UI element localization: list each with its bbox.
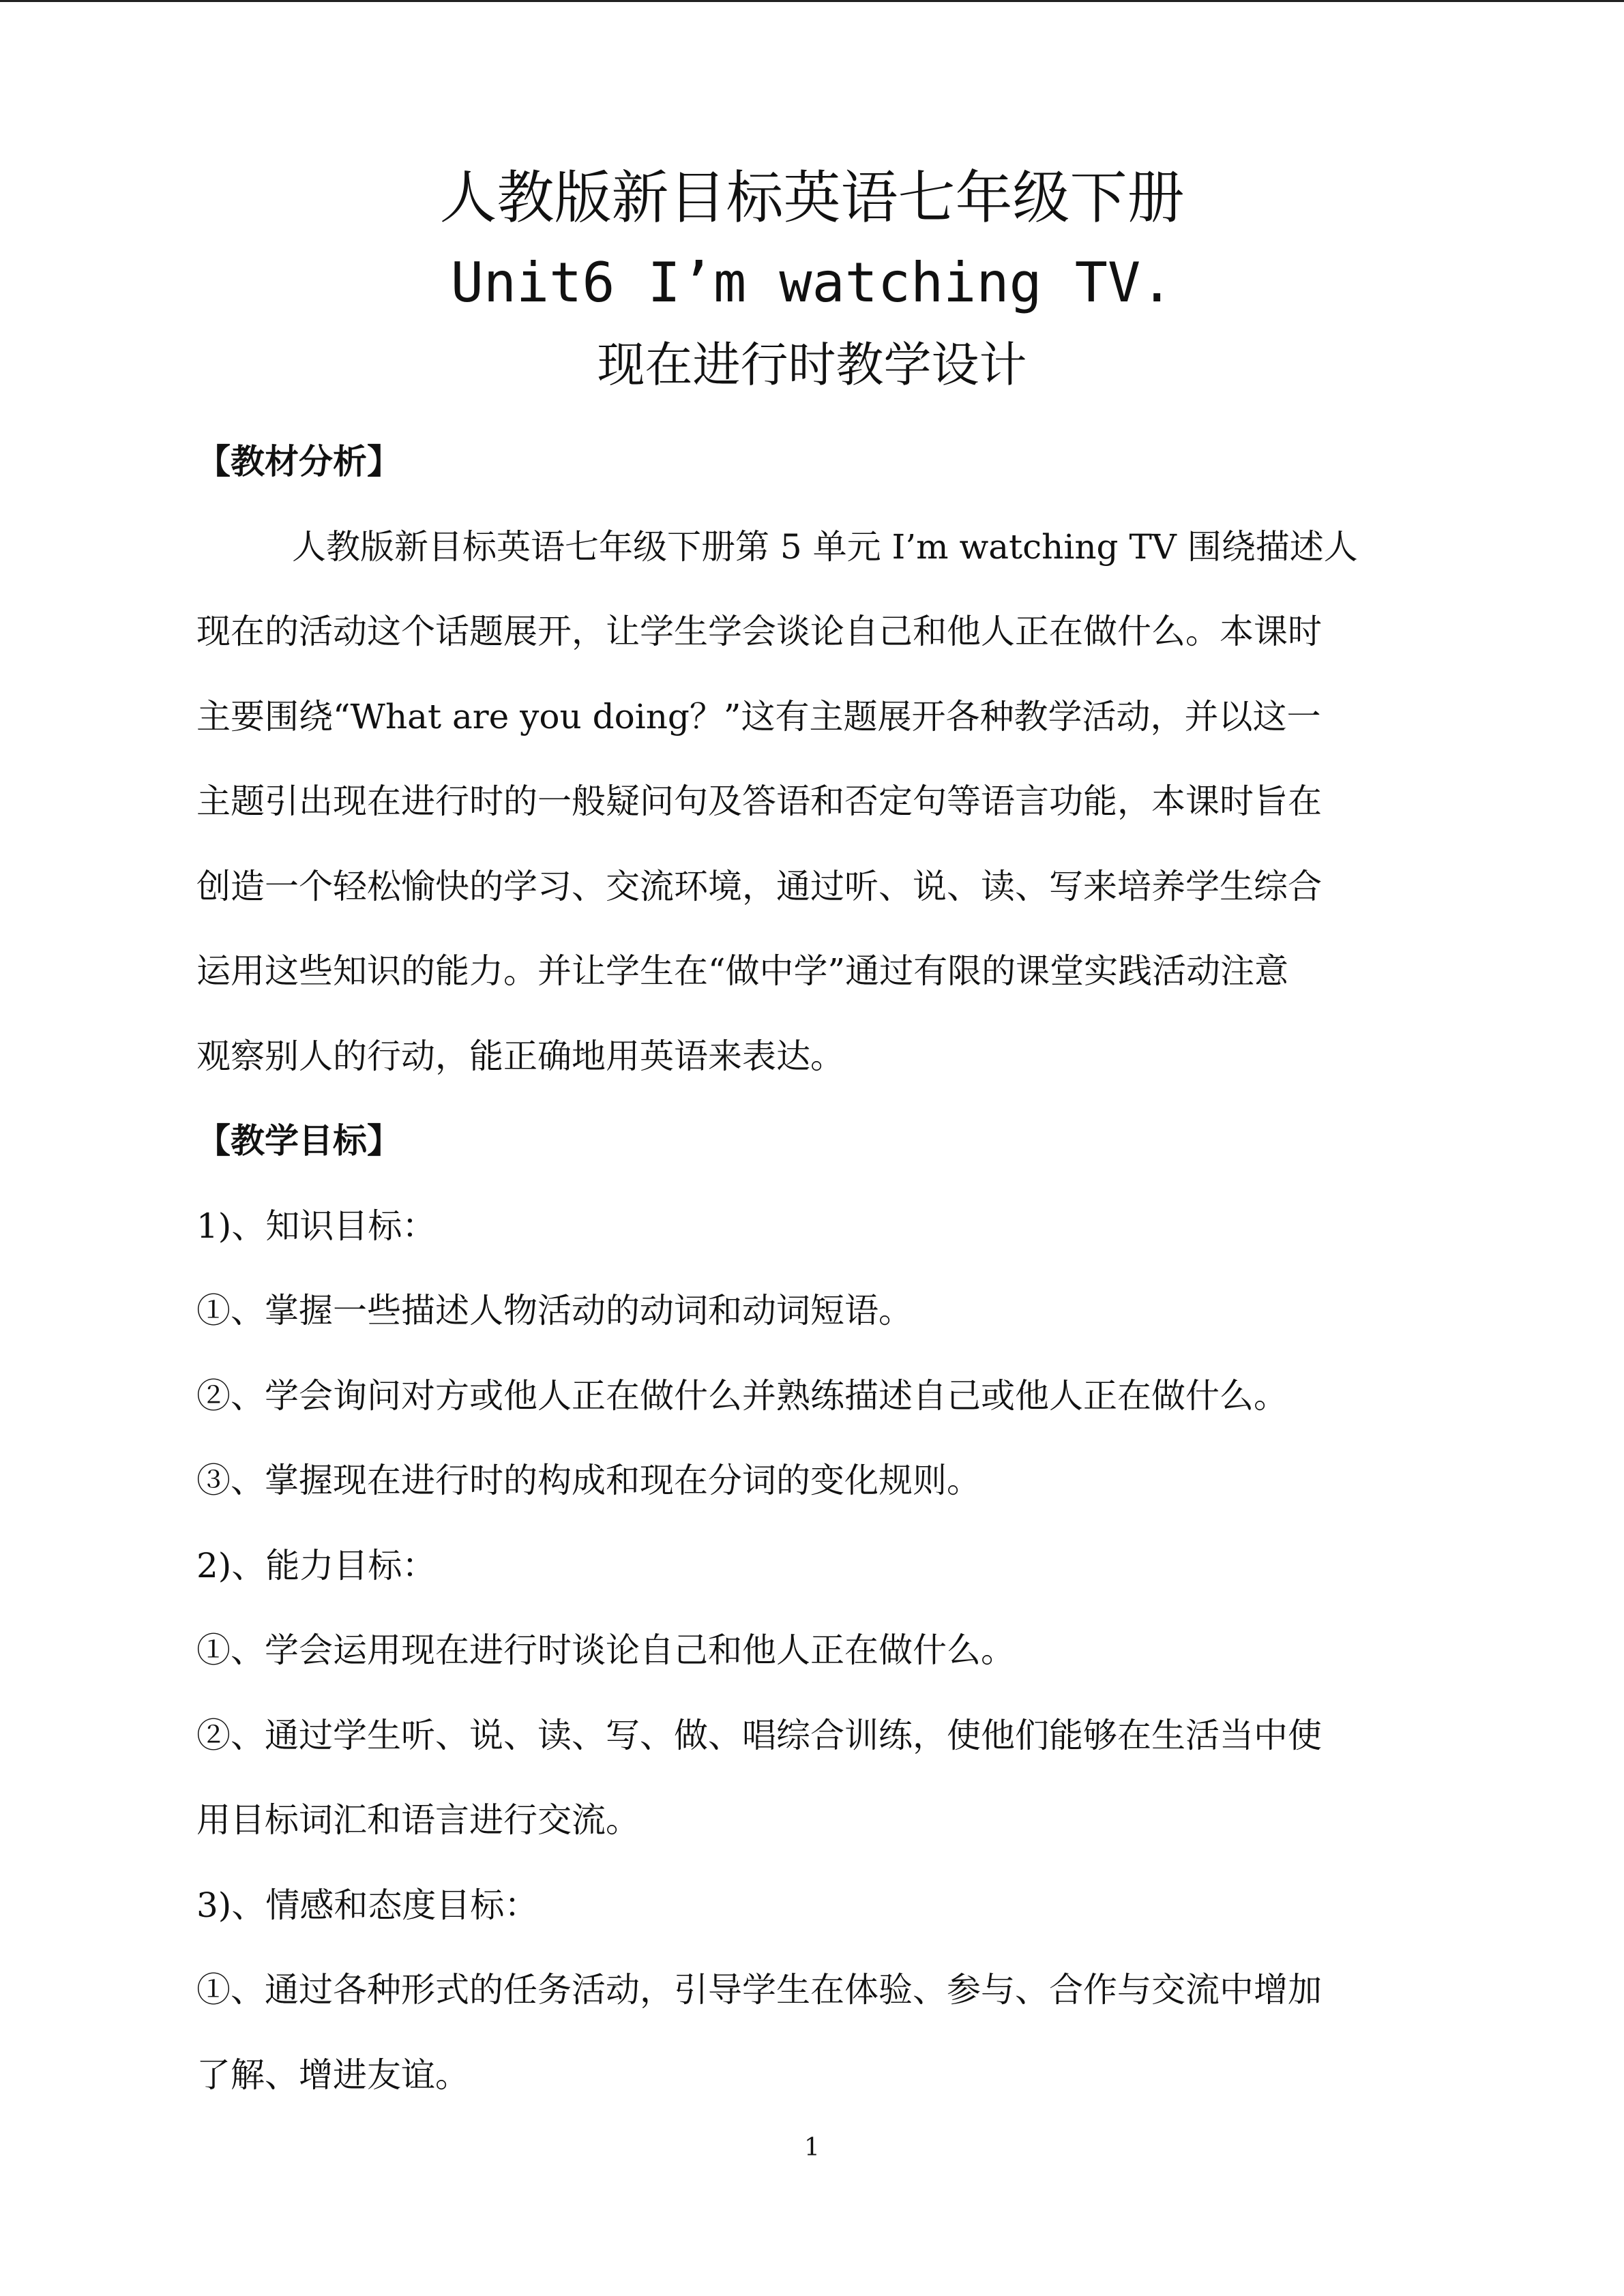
top-border-line bbox=[0, 0, 1624, 2]
analysis-line: 人教版新目标英语七年级下册第 5 单元 I’m watching TV 围绕描述人 bbox=[292, 526, 1358, 567]
ability-objective-line: ②、通过学生听、说、读、写、做、唱综合训练，使他们能够在生活当中使 bbox=[196, 1715, 1322, 1755]
knowledge-objective-item: ②、学会询问对方或他人正在做什么并熟练描述自己或他人正在做什么。 bbox=[196, 1375, 1288, 1416]
knowledge-objective-title: 1)、知识目标： bbox=[196, 1206, 437, 1246]
emotion-objective-line: ①、通过各种形式的任务活动，引导学生在体验、参与、合作与交流中增加 bbox=[196, 1970, 1322, 2010]
section-heading-analysis: 【教材分析】 bbox=[196, 442, 401, 481]
knowledge-objective-item: ③、掌握现在进行时的构成和现在分词的变化规则。 bbox=[196, 1461, 981, 1500]
unit-title: Unit6 I’m watching TV. bbox=[450, 251, 1174, 314]
analysis-line: 现在的活动这个话题展开，让学生学会谈论自己和他人正在做什么。本课时 bbox=[196, 612, 1322, 651]
page-number: 1 bbox=[804, 2134, 820, 2162]
knowledge-objective-item: ①、掌握一些描述人物活动的动词和动词短语。 bbox=[196, 1291, 913, 1330]
analysis-line: 观察别人的行动，能正确地用英语来表达。 bbox=[196, 1036, 844, 1076]
emotion-objective-line: 了解、增进友谊。 bbox=[196, 2055, 469, 2095]
ability-objective-line: ①、学会运用现在进行时谈论自己和他人正在做什么。 bbox=[196, 1630, 1015, 1670]
analysis-line: 运用这些知识的能力。并让学生在“做中学”通过有限的课堂实践活动注意 bbox=[196, 951, 1289, 991]
document-body bbox=[196, 419, 1468, 2117]
analysis-line: 主题引出现在进行时的一般疑问句及答语和否定句等语言功能，本课时旨在 bbox=[196, 781, 1322, 821]
analysis-line: 主要围绕“What are you doing？”这有主题展开各种教学活动，并以这一 bbox=[196, 696, 1321, 736]
ability-objective-line: 用目标词汇和语言进行交流。 bbox=[196, 1800, 640, 1840]
document-subtitle: 现在进行时教学设计 bbox=[597, 337, 1027, 393]
section-heading-objectives: 【教学目标】 bbox=[196, 1121, 401, 1161]
analysis-line: 创造一个轻松愉快的学习、交流环境，通过听、说、读、写来培养学生综合 bbox=[196, 866, 1322, 906]
document-title: 人教版新目标英语七年级下册 bbox=[439, 164, 1185, 231]
emotion-objective-title: 3)、情感和态度目标： bbox=[196, 1885, 539, 1925]
ability-objective-title: 2)、能力目标： bbox=[196, 1545, 437, 1585]
